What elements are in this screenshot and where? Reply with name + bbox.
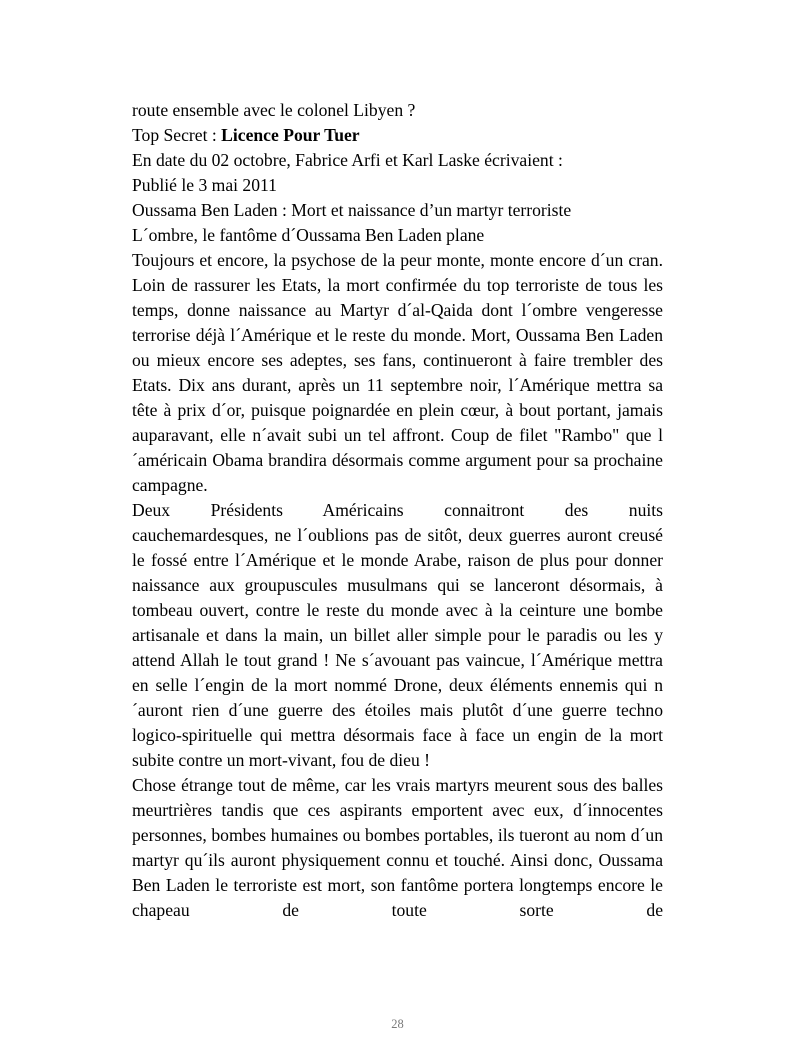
text-line: En date du 02 octobre, Fabrice Arfi et Karl Laske écrivaient :: [132, 150, 563, 170]
paragraph-3: Chose étrange tout de même, car les vrais martyrs meurent sous des balles meurtrières tandis que ces aspirants emportent avec eux, d´innocentes personnes, bombes humaines ou bombes portables, ils tueront au nom d´un martyr qu´ils auront physiquement connu et touché. Ainsi donc, Oussama Ben Laden le terroriste est mort, son fantôme portera longtemps encore le chapeau de toute sorte de: [132, 775, 663, 920]
paragraph-2-first-line: Deux Présidents Américains connaitront des nuits: [132, 500, 663, 520]
licence-pour-tuer-title: Licence Pour Tuer: [221, 125, 360, 145]
article-title: Oussama Ben Laden : Mort et naissance d’un martyr terroriste: [132, 200, 572, 220]
article-subtitle: L´ombre, le fantôme d´Oussama Ben Laden plane: [132, 225, 485, 245]
page-number: 28: [391, 1017, 404, 1031]
page-body: [132, 98, 663, 923]
paragraph-2: cauchemardesques, ne l´oublions pas de sitôt, deux guerres auront creusé le fossé entre l´Amérique et le monde Arabe, raison de plus pour donner naissance aux groupuscules musulmans qui se lanceront désormais, à tombeau ouvert, contre le reste du monde avec à la ceinture une bombe artisanale et dans la main, un billet aller simple pour le paradis ou les y attend Allah le tout grand ! Ne s´avouant pas vaincue, l´Amérique mettra en selle l´engin de la mort nommé Drone, deux éléments ennemis qui n´auront rien d´une guerre des étoiles mais plutôt d´une guerre techno logico-spirituelle qui mettra désormais face à face un engin de la mort subite contre un mort-vivant, fou de dieu !: [132, 525, 663, 770]
top-secret-label: Top Secret :: [132, 125, 222, 145]
text-line-top-secret: [132, 123, 663, 148]
publication-date: Publié le 3 mai 2011: [132, 175, 277, 195]
paragraph-1: Toujours et encore, la psychose de la peur monte, monte encore d´un cran. Loin de rassurer les Etats, la mort confirmée du top terroriste de tous les temps, donne naissance au Martyr d´al-Qaida dont l´ombre vengeresse terrorise déjà l´Amérique et le reste du monde. Mort, Oussama Ben Laden ou mieux encore ses adeptes, ses fans, continueront à faire trembler des Etats. Dix ans durant, après un 11 septembre noir, l´Amérique mettra sa tête à prix d´or, puisque poignardée en plein cœur, à bout portant, jamais auparavant, elle n´avait subi un tel affront. Coup de filet "Rambo" que l´américain Obama brandira désormais comme argument pour sa prochaine campagne.: [132, 250, 663, 495]
text-line: route ensemble avec le colonel Libyen ?: [132, 100, 416, 120]
